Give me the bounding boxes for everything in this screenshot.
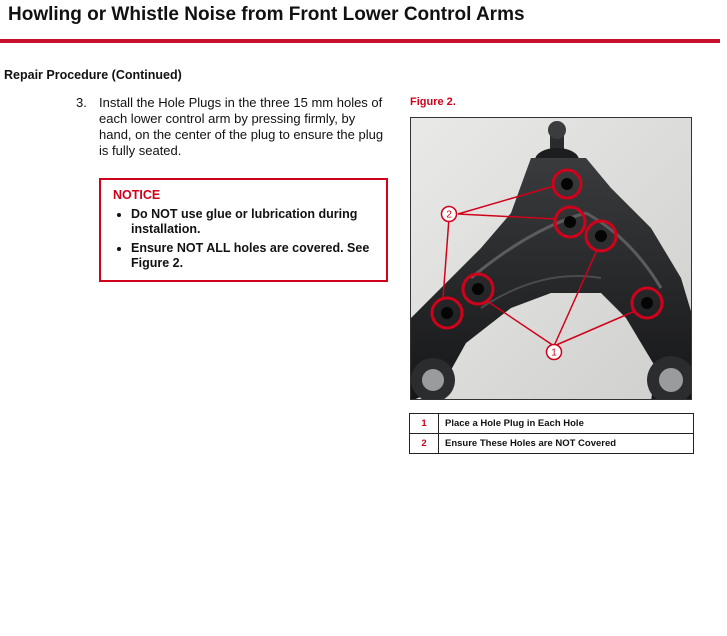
- legend-number: 2: [410, 434, 439, 454]
- legend-text: Ensure These Holes are NOT Covered: [439, 434, 694, 454]
- notice-item: • Ensure NOT ALL holes are covered. See Figure 2.: [131, 241, 374, 271]
- figure-legend-table: [409, 413, 694, 454]
- legend-row: [410, 414, 694, 434]
- legend-row: [410, 434, 694, 454]
- step-text: Install the Hole Plugs in the three 15 mm holes of each lower control arm by pressing firmly, by hand, on the center of the plug to ensure the plug is fully seated.: [99, 95, 384, 158]
- legend-text: Place a Hole Plug in Each Hole: [439, 414, 694, 434]
- header-rule: [0, 39, 720, 43]
- legend-number: 1: [410, 414, 439, 434]
- notice-item: • Do NOT use glue or lubrication during installation.: [131, 207, 374, 237]
- section-heading: Repair Procedure (Continued): [4, 68, 182, 82]
- page-title: Howling or Whistle Noise from Front Lower Control Arms: [8, 4, 525, 25]
- notice-list: [113, 207, 374, 271]
- callout-2-number: 2: [446, 209, 452, 221]
- control-arm-illustration: [411, 118, 692, 400]
- callout-1-number: 1: [551, 347, 557, 359]
- control-arm-photo: [410, 117, 692, 400]
- notice-box: [99, 178, 388, 282]
- notice-heading: NOTICE: [113, 188, 161, 202]
- step-number: 3.: [76, 95, 87, 110]
- procedure-step: [76, 95, 386, 159]
- figure-label: Figure 2.: [410, 96, 456, 108]
